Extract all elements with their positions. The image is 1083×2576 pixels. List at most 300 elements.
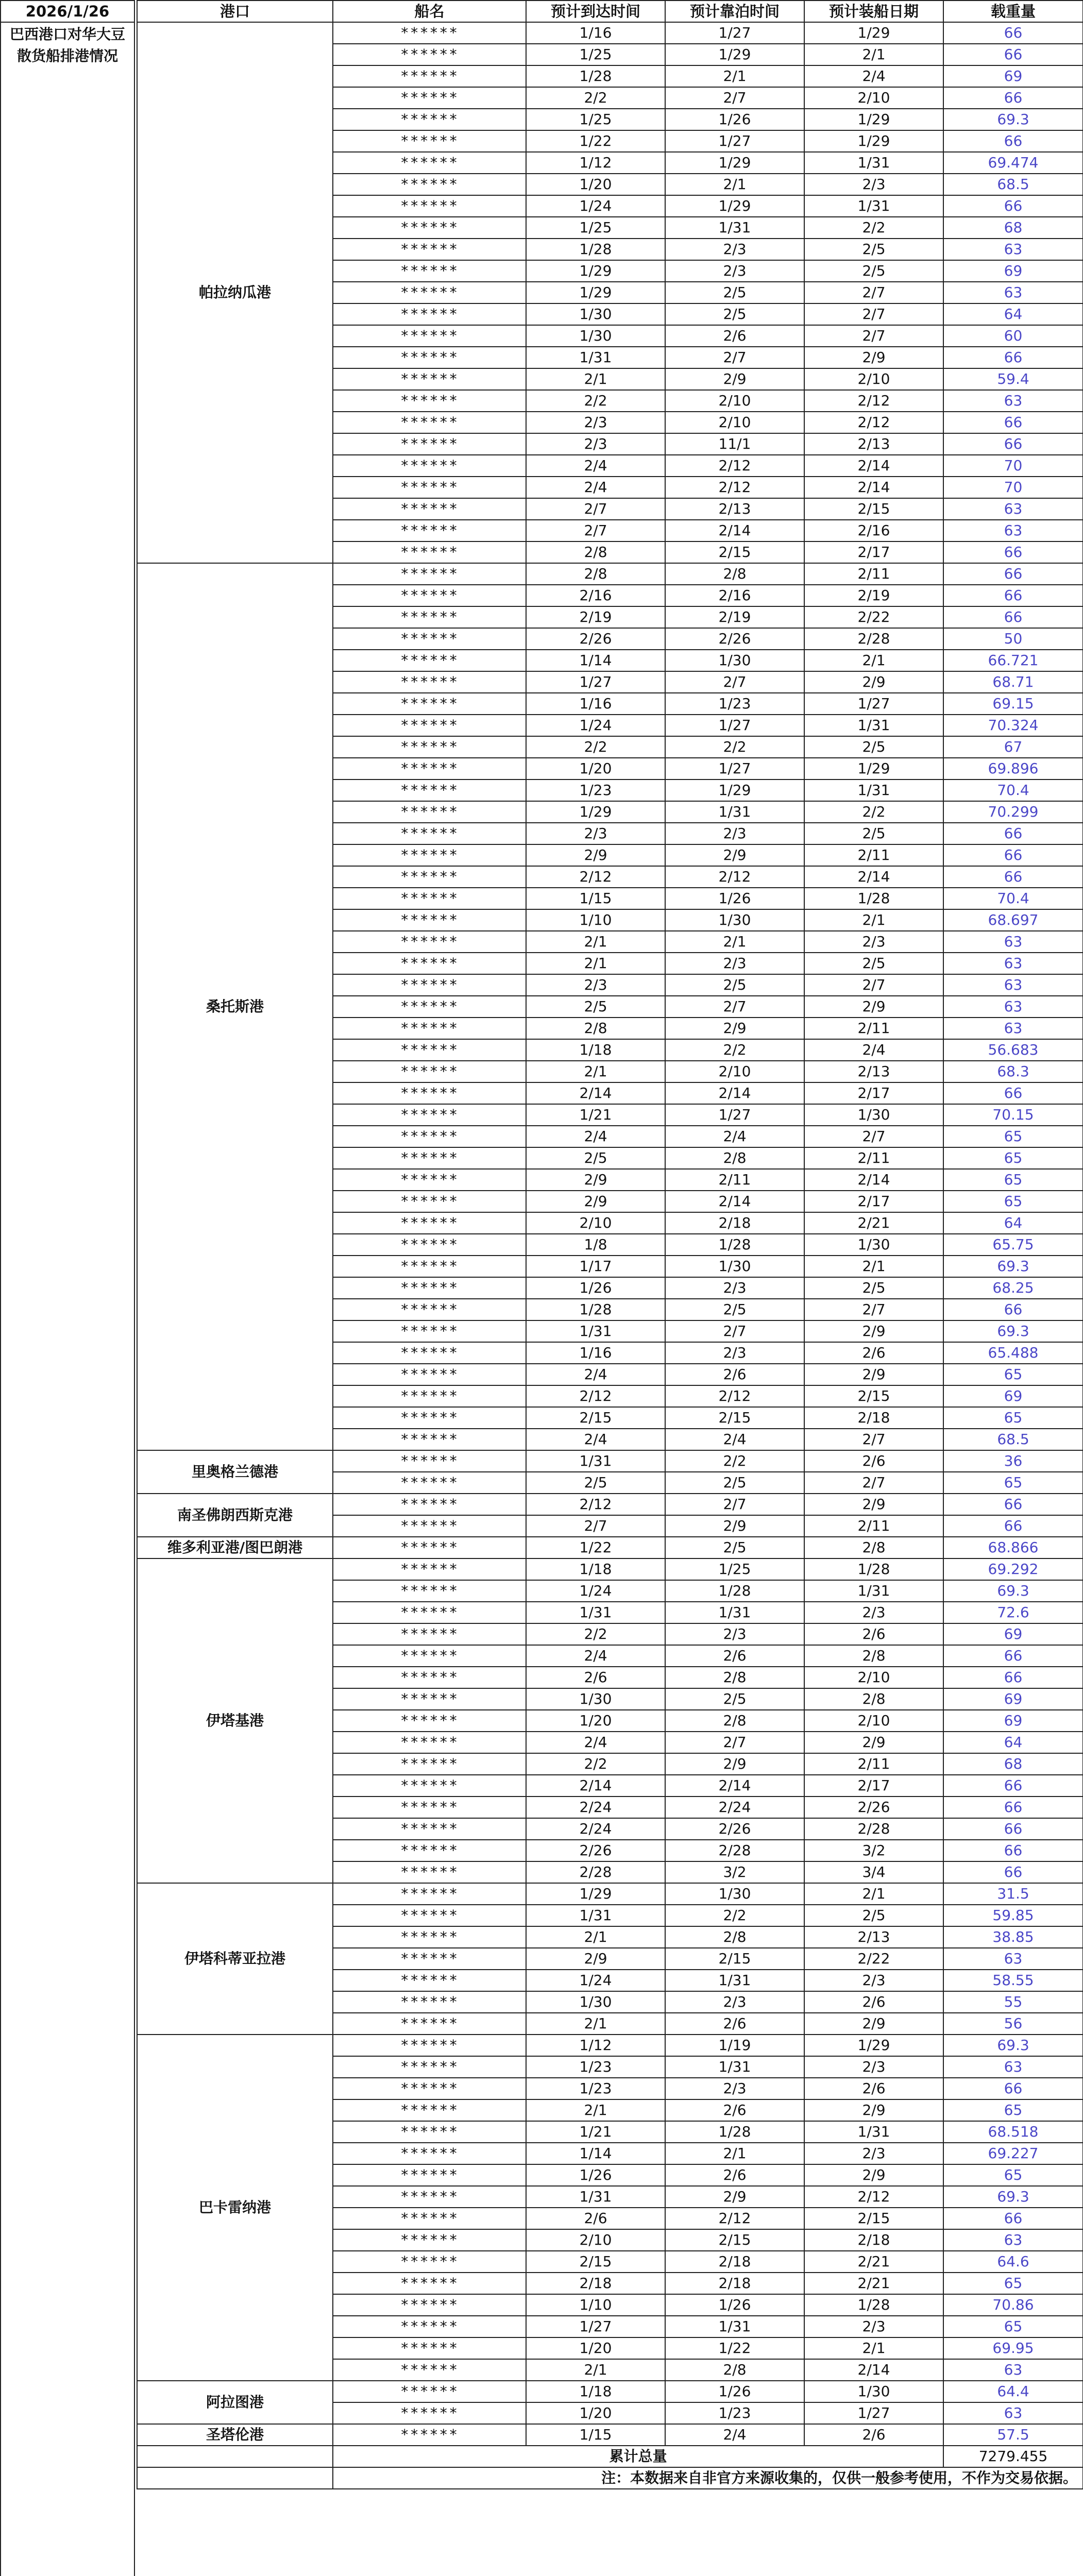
load-weight: 72.6 [943, 1602, 1083, 1623]
loading-date: 2/9 [804, 347, 943, 368]
ship-name: ****** [333, 1018, 526, 1039]
note-row [137, 2467, 1083, 2489]
arrival-date: 1/14 [526, 650, 665, 671]
ship-name: ****** [333, 2294, 526, 2316]
berthing-date: 1/30 [665, 650, 804, 671]
ship-name: ****** [333, 1797, 526, 1818]
berthing-date: 2/18 [665, 2251, 804, 2273]
ship-name: ****** [333, 1256, 526, 1277]
ship-name: ****** [333, 2316, 526, 2337]
berthing-date: 2/10 [665, 412, 804, 433]
ship-name: ****** [333, 1147, 526, 1169]
load-weight: 66 [943, 433, 1083, 455]
ship-name: ****** [333, 1623, 526, 1645]
berthing-date: 2/8 [665, 1667, 804, 1688]
berthing-date: 2/7 [665, 1320, 804, 1342]
loading-date: 2/14 [804, 477, 943, 498]
load-weight: 65 [943, 1147, 1083, 1169]
ship-name: ****** [333, 736, 526, 758]
load-weight: 63 [943, 1948, 1083, 1970]
loading-date: 3/2 [804, 1840, 943, 1861]
loading-date: 2/21 [804, 1212, 943, 1234]
berthing-date: 11/1 [665, 433, 804, 455]
arrival-date: 1/23 [526, 779, 665, 801]
loading-date: 2/21 [804, 2273, 943, 2294]
table-row [137, 1883, 1083, 1905]
load-weight: 70 [943, 455, 1083, 477]
berthing-date: 2/3 [665, 260, 804, 282]
ship-name: ****** [333, 715, 526, 736]
ship-name: ****** [333, 2273, 526, 2294]
loading-date: 2/6 [804, 2424, 943, 2446]
berthing-date: 2/15 [665, 1407, 804, 1429]
berthing-date: 1/28 [665, 2121, 804, 2143]
arrival-date: 1/14 [526, 2143, 665, 2164]
berthing-date: 2/13 [665, 498, 804, 520]
report-caption-line2: 散货船排港情况 [16, 47, 118, 64]
arrival-date: 1/27 [526, 671, 665, 693]
table-body [137, 22, 1083, 2446]
loading-date: 2/12 [804, 390, 943, 412]
ship-name: ****** [333, 390, 526, 412]
loading-date: 2/22 [804, 1948, 943, 1970]
loading-date: 2/11 [804, 844, 943, 866]
load-weight: 68.518 [943, 2121, 1083, 2143]
loading-date: 2/6 [804, 1450, 943, 1472]
berthing-date: 2/18 [665, 2273, 804, 2294]
loading-date: 2/1 [804, 44, 943, 65]
arrival-date: 2/6 [526, 2208, 665, 2229]
load-weight: 63 [943, 953, 1083, 974]
load-weight: 69 [943, 260, 1083, 282]
arrival-date: 1/23 [526, 2078, 665, 2099]
ship-name: ****** [333, 1645, 526, 1667]
loading-date: 2/22 [804, 606, 943, 628]
arrival-date: 2/6 [526, 1667, 665, 1688]
loading-date: 2/13 [804, 433, 943, 455]
load-weight: 63 [943, 2359, 1083, 2381]
arrival-date: 1/16 [526, 22, 665, 44]
load-weight: 66 [943, 844, 1083, 866]
ship-name: ****** [333, 1840, 526, 1861]
berthing-date: 1/30 [665, 1883, 804, 1905]
arrival-date: 2/26 [526, 628, 665, 650]
loading-date: 2/26 [804, 1797, 943, 1818]
load-weight: 63 [943, 2229, 1083, 2251]
arrival-date: 1/29 [526, 260, 665, 282]
berthing-date: 1/23 [665, 693, 804, 715]
arrival-date: 2/1 [526, 2013, 665, 2035]
load-weight: 65 [943, 2273, 1083, 2294]
loading-date: 2/2 [804, 217, 943, 239]
loading-date: 1/31 [804, 715, 943, 736]
load-weight: 66 [943, 563, 1083, 585]
berthing-date: 2/16 [665, 585, 804, 606]
load-weight: 66 [943, 412, 1083, 433]
arrival-date: 1/21 [526, 2121, 665, 2143]
load-weight: 66 [943, 1494, 1083, 1515]
total-row [137, 2446, 1083, 2467]
berthing-date: 2/7 [665, 1494, 804, 1515]
loading-date: 2/1 [804, 909, 943, 931]
load-weight: 63 [943, 2056, 1083, 2078]
loading-date: 2/11 [804, 1515, 943, 1537]
ship-name: ****** [333, 2078, 526, 2099]
arrival-date: 1/29 [526, 801, 665, 823]
berthing-date: 2/5 [665, 1299, 804, 1320]
arrival-date: 1/24 [526, 195, 665, 217]
loading-date: 2/6 [804, 1623, 943, 1645]
berthing-date: 2/7 [665, 87, 804, 109]
arrival-date: 2/24 [526, 1818, 665, 1840]
ship-column-header: 船名 [333, 1, 526, 22]
load-weight: 69.3 [943, 1320, 1083, 1342]
arrival-date: 1/30 [526, 325, 665, 347]
load-weight: 69.15 [943, 693, 1083, 715]
berthing-date: 2/6 [665, 2099, 804, 2121]
table-row [137, 563, 1083, 585]
loading-date: 2/8 [804, 1537, 943, 1558]
arrival-date: 2/19 [526, 606, 665, 628]
arrival-date: 1/28 [526, 65, 665, 87]
arrival-date: 2/12 [526, 1494, 665, 1515]
berthing-date: 1/30 [665, 909, 804, 931]
berthing-date: 2/7 [665, 347, 804, 368]
arrival-date: 2/5 [526, 996, 665, 1018]
loading-date: 2/5 [804, 260, 943, 282]
ship-name: ****** [333, 650, 526, 671]
berthing-date: 2/3 [665, 1342, 804, 1364]
berthing-date: 2/6 [665, 1645, 804, 1667]
load-weight: 64 [943, 1212, 1083, 1234]
berthing-date: 2/12 [665, 866, 804, 888]
load-weight: 66 [943, 1082, 1083, 1104]
arrival-date: 1/28 [526, 1299, 665, 1320]
arrival-date: 1/22 [526, 1537, 665, 1558]
berthing-date: 2/3 [665, 953, 804, 974]
load-weight: 69 [943, 1688, 1083, 1710]
ship-name: ****** [333, 2121, 526, 2143]
arrival-date: 2/14 [526, 1775, 665, 1797]
load-weight: 64 [943, 1732, 1083, 1753]
ship-name: ****** [333, 974, 526, 996]
port-name: 伊塔基港 [137, 1558, 333, 1883]
ship-name: ****** [333, 1234, 526, 1256]
berthing-date: 2/10 [665, 1061, 804, 1082]
port-name: 伊塔科蒂亚拉港 [137, 1883, 333, 2035]
load-weight: 63 [943, 390, 1083, 412]
arrival-date: 2/4 [526, 1364, 665, 1385]
ship-name: ****** [333, 22, 526, 44]
berthing-date: 1/19 [665, 2035, 804, 2056]
berthing-date: 1/29 [665, 44, 804, 65]
arrival-date: 1/24 [526, 715, 665, 736]
load-weight: 70.324 [943, 715, 1083, 736]
load-weight: 63 [943, 520, 1083, 541]
berthing-date: 2/7 [665, 996, 804, 1018]
load-weight: 66 [943, 87, 1083, 109]
ship-name: ****** [333, 1991, 526, 2013]
berthing-date: 2/12 [665, 1385, 804, 1407]
ship-name: ****** [333, 195, 526, 217]
header-row [137, 1, 1083, 22]
ship-name: ****** [333, 2013, 526, 2035]
arrival-date: 1/31 [526, 2186, 665, 2208]
loading-date: 2/10 [804, 368, 943, 390]
arrival-date: 2/14 [526, 1082, 665, 1104]
ship-name: ****** [333, 2229, 526, 2251]
arrival-date: 2/8 [526, 541, 665, 563]
ship-name: ****** [333, 563, 526, 585]
port-name: 里奥格兰德港 [137, 1450, 333, 1494]
ship-name: ****** [333, 1861, 526, 1883]
berthing-date: 2/9 [665, 1515, 804, 1537]
table-row [137, 1537, 1083, 1558]
arrival-date: 1/31 [526, 347, 665, 368]
loading-date: 2/9 [804, 1494, 943, 1515]
load-weight: 65 [943, 1472, 1083, 1494]
berthing-date: 2/3 [665, 823, 804, 844]
loading-date: 2/19 [804, 585, 943, 606]
ship-name: ****** [333, 1450, 526, 1472]
loading-date: 2/3 [804, 931, 943, 953]
load-weight: 57.5 [943, 2424, 1083, 2446]
port-name: 帕拉纳瓜港 [137, 22, 333, 563]
loading-date: 2/7 [804, 1429, 943, 1450]
ship-name: ****** [333, 1061, 526, 1082]
report-sidebar [0, 0, 135, 2576]
load-weight: 38.85 [943, 1926, 1083, 1948]
ship-name: ****** [333, 239, 526, 260]
ship-name: ****** [333, 2099, 526, 2121]
loading-date: 2/7 [804, 303, 943, 325]
total-label: 累计总量 [333, 2446, 943, 2467]
berthing-date: 1/31 [665, 801, 804, 823]
berthing-date: 1/26 [665, 2294, 804, 2316]
load-weight: 58.55 [943, 1970, 1083, 1991]
berthing-date: 2/3 [665, 1991, 804, 2013]
arrival-date: 2/2 [526, 87, 665, 109]
loading-date: 1/28 [804, 2294, 943, 2316]
berthing-date: 1/27 [665, 22, 804, 44]
berthing-date: 2/1 [665, 2143, 804, 2164]
ship-name: ****** [333, 2381, 526, 2402]
loading-date: 2/10 [804, 1667, 943, 1688]
loading-date: 2/5 [804, 239, 943, 260]
berthing-date: 2/18 [665, 1212, 804, 1234]
arrival-date: 2/1 [526, 953, 665, 974]
load-weight: 65 [943, 2316, 1083, 2337]
ship-name: ****** [333, 347, 526, 368]
loading-date: 1/31 [804, 1580, 943, 1602]
arrival-date: 1/31 [526, 1320, 665, 1342]
ship-name: ****** [333, 1104, 526, 1126]
arrival-date: 2/3 [526, 823, 665, 844]
load-weight: 63 [943, 1018, 1083, 1039]
berthing-date: 1/31 [665, 2316, 804, 2337]
loading-date: 2/3 [804, 2143, 943, 2164]
loading-date: 2/5 [804, 823, 943, 844]
loading-date: 1/29 [804, 2035, 943, 2056]
loading-date: 2/10 [804, 87, 943, 109]
load-weight: 69.3 [943, 1580, 1083, 1602]
loading-date: 1/30 [804, 1104, 943, 1126]
load-weight: 69.3 [943, 1256, 1083, 1277]
load-weight: 66 [943, 1645, 1083, 1667]
load-weight: 60 [943, 325, 1083, 347]
ship-name: ****** [333, 477, 526, 498]
total-value: 7279.455 [943, 2446, 1083, 2467]
port-name: 巴卡雷纳港 [137, 2035, 333, 2381]
load-weight: 70.15 [943, 1104, 1083, 1126]
arrival-date: 1/22 [526, 130, 665, 152]
load-weight: 66 [943, 2078, 1083, 2099]
report-caption [1, 23, 134, 67]
arrival-date: 1/20 [526, 1710, 665, 1732]
arrival-date: 1/24 [526, 1580, 665, 1602]
berthing-date: 1/29 [665, 152, 804, 174]
berthing-date: 2/14 [665, 1082, 804, 1104]
ship-name: ****** [333, 996, 526, 1018]
load-weight: 63 [943, 282, 1083, 303]
loading-date: 1/29 [804, 130, 943, 152]
loading-date: 2/2 [804, 801, 943, 823]
berthing-date: 2/5 [665, 1537, 804, 1558]
load-weight: 70.86 [943, 2294, 1083, 2316]
table-row [137, 1558, 1083, 1580]
berthing-date: 2/8 [665, 563, 804, 585]
ship-name: ****** [333, 152, 526, 174]
loading-date: 1/31 [804, 2121, 943, 2143]
berthing-date: 1/31 [665, 217, 804, 239]
berthing-date: 2/15 [665, 2229, 804, 2251]
load-weight: 66 [943, 606, 1083, 628]
arrival-date: 2/4 [526, 1126, 665, 1147]
loading-date: 2/11 [804, 1018, 943, 1039]
load-weight: 56 [943, 2013, 1083, 2035]
loading-date: 2/1 [804, 1256, 943, 1277]
arrival-date: 2/15 [526, 2251, 665, 2273]
berthing-date: 2/2 [665, 1039, 804, 1061]
berthing-date: 1/27 [665, 758, 804, 779]
arrival-date: 2/4 [526, 1732, 665, 1753]
arrival-date: 1/12 [526, 2035, 665, 2056]
ship-name: ****** [333, 1970, 526, 1991]
port-column-header: 港口 [137, 1, 333, 22]
berthing-date: 2/9 [665, 368, 804, 390]
berthing-date: 2/24 [665, 1797, 804, 1818]
berthing-date: 2/26 [665, 628, 804, 650]
arrival-date: 1/25 [526, 44, 665, 65]
load-weight: 59.4 [943, 368, 1083, 390]
berthing-date: 2/26 [665, 1818, 804, 1840]
ship-name: ****** [333, 1126, 526, 1147]
berthing-date: 2/5 [665, 1472, 804, 1494]
load-weight: 64.6 [943, 2251, 1083, 2273]
berthing-date: 2/4 [665, 1126, 804, 1147]
berthing-date: 2/15 [665, 1948, 804, 1970]
ship-name: ****** [333, 693, 526, 715]
load-weight: 66 [943, 1515, 1083, 1537]
loading-date: 2/15 [804, 1385, 943, 1407]
load-weight: 66.721 [943, 650, 1083, 671]
arrival-date: 2/1 [526, 931, 665, 953]
berthing-date: 1/28 [665, 1580, 804, 1602]
arrival-date: 2/9 [526, 1169, 665, 1191]
loading-date: 1/29 [804, 758, 943, 779]
ship-name: ****** [333, 130, 526, 152]
arrival-date: 2/5 [526, 1147, 665, 1169]
loading-date: 2/3 [804, 2056, 943, 2078]
arrival-date: 2/3 [526, 433, 665, 455]
arrival-date: 2/1 [526, 1926, 665, 1948]
berthing-date: 2/5 [665, 1688, 804, 1710]
berthing-date: 2/8 [665, 2359, 804, 2381]
berthing-column-header: 预计靠泊时间 [665, 1, 804, 22]
arrival-date: 2/7 [526, 1515, 665, 1537]
ship-name: ****** [333, 303, 526, 325]
loading-date: 1/29 [804, 22, 943, 44]
loading-date: 2/9 [804, 2099, 943, 2121]
loading-date: 2/9 [804, 1320, 943, 1342]
load-weight: 55 [943, 1991, 1083, 2013]
ship-name: ****** [333, 282, 526, 303]
load-weight-column-header: 载重量 [943, 1, 1083, 22]
load-weight: 65.75 [943, 1234, 1083, 1256]
loading-date: 2/4 [804, 65, 943, 87]
berthing-date: 2/2 [665, 1905, 804, 1926]
ship-name: ****** [333, 87, 526, 109]
berthing-date: 2/5 [665, 974, 804, 996]
loading-date: 2/3 [804, 1970, 943, 1991]
loading-date: 2/6 [804, 2078, 943, 2099]
arrival-date: 1/25 [526, 217, 665, 239]
load-weight: 69 [943, 1385, 1083, 1407]
berthing-date: 1/26 [665, 2381, 804, 2402]
loading-date: 2/21 [804, 2251, 943, 2273]
berthing-date: 2/28 [665, 1840, 804, 1861]
load-weight: 63 [943, 239, 1083, 260]
loading-date: 2/14 [804, 1169, 943, 1191]
berthing-date: 2/12 [665, 2208, 804, 2229]
ship-name: ****** [333, 823, 526, 844]
ship-name: ****** [333, 1753, 526, 1775]
arrival-date: 2/3 [526, 974, 665, 996]
vessel-lineup-table [137, 0, 1083, 2489]
table-row [137, 2424, 1083, 2446]
arrival-date: 2/15 [526, 1407, 665, 1429]
ship-name: ****** [333, 1515, 526, 1537]
arrival-date: 1/31 [526, 1905, 665, 1926]
ship-name: ****** [333, 909, 526, 931]
ship-name: ****** [333, 2035, 526, 2056]
arrival-date: 1/16 [526, 1342, 665, 1364]
load-weight: 66 [943, 130, 1083, 152]
loading-date: 2/13 [804, 1061, 943, 1082]
load-weight: 69.3 [943, 109, 1083, 130]
load-weight: 66 [943, 1797, 1083, 1818]
load-weight: 69.474 [943, 152, 1083, 174]
arrival-date: 2/9 [526, 1948, 665, 1970]
loading-date: 2/15 [804, 2208, 943, 2229]
ship-name: ****** [333, 325, 526, 347]
ship-name: ****** [333, 1537, 526, 1558]
load-weight: 65 [943, 1126, 1083, 1147]
load-weight: 66 [943, 1299, 1083, 1320]
ship-name: ****** [333, 1039, 526, 1061]
ship-name: ****** [333, 2251, 526, 2273]
load-weight: 69.896 [943, 758, 1083, 779]
